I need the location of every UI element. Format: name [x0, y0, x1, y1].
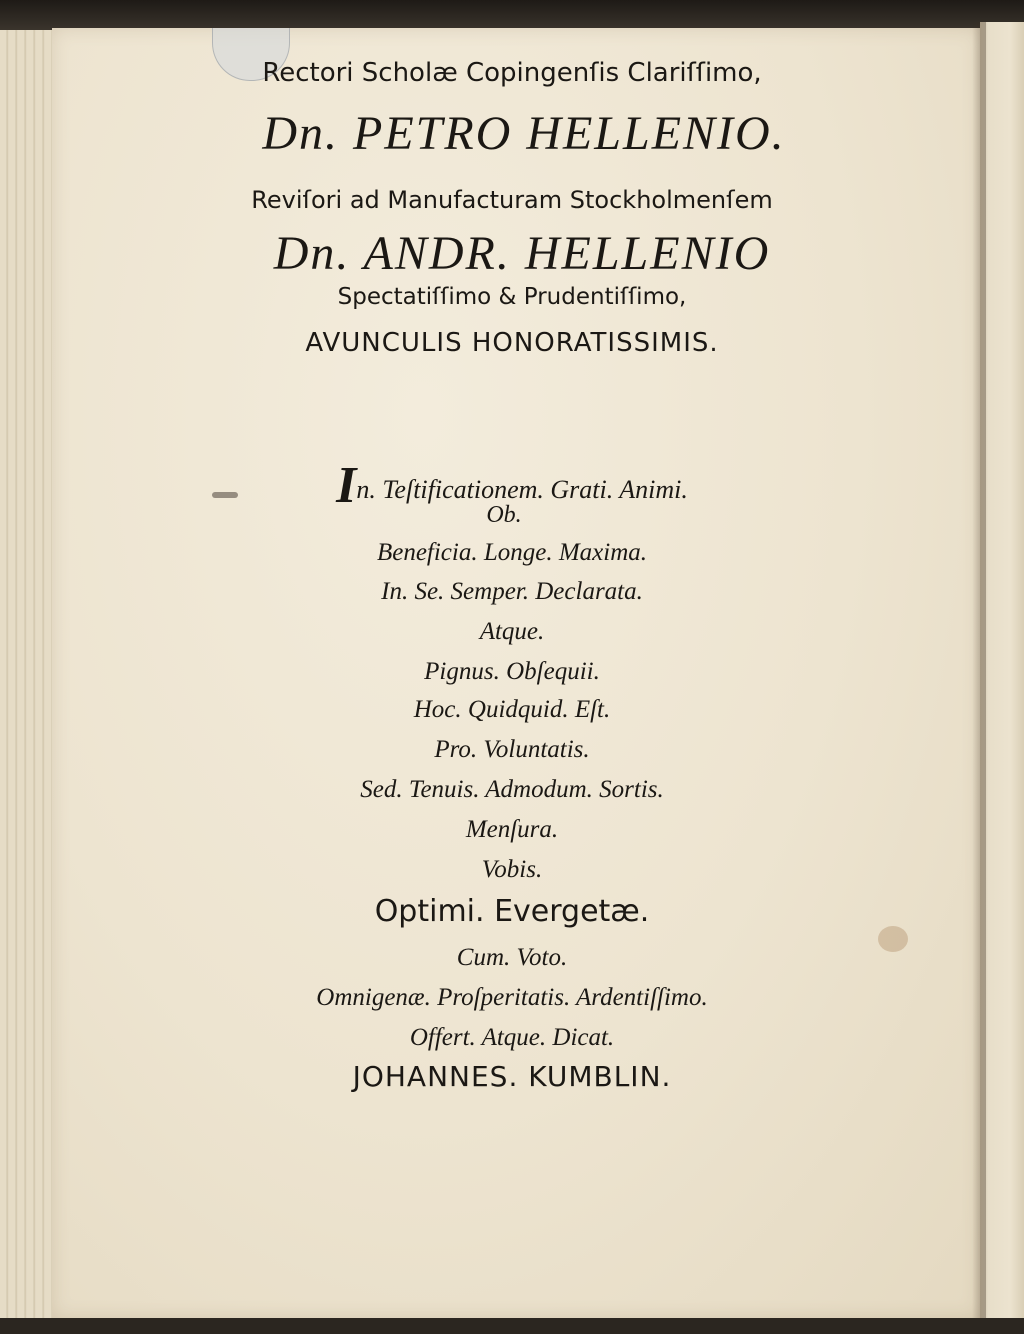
dedication-name-petro: Dn. PETRO HELLENIO. [262, 107, 786, 160]
inscription-line-8: Pro. Voluntatis. [434, 736, 590, 763]
inscription-line-4: In. Se. Semper. Declarata. [381, 578, 643, 605]
inscription-line-5: Atque. [479, 618, 545, 645]
book-bottom-edge [0, 1318, 1024, 1334]
dedication-line-6: AVUNCULIS HONORATISSIMIS. [305, 328, 719, 358]
inscription-line-9: Sed. Tenuis. Admodum. Sortis. [360, 776, 664, 803]
dedication-name-andr: Dn. ANDR. HELLENIO [273, 227, 771, 280]
inscription-line-12: Optimi. Evergetæ. [374, 894, 650, 929]
inscription-line-10: Menſura. [465, 816, 559, 843]
book-top-edge [0, 0, 1024, 30]
author-signature: JOHANNES. KUMBLIN. [352, 1060, 672, 1093]
inscription-line-13: Cum. Voto. [456, 944, 568, 971]
inscription-line-6: Pignus. Obſequii. [424, 658, 600, 685]
drop-cap: I [336, 457, 357, 514]
inscription-line-3: Beneficia. Longe. Maxima. [376, 539, 648, 566]
inscription-line-2: Ob. [486, 502, 522, 528]
inscription-line-11: Vobis. [481, 856, 543, 883]
dedication-line-5: Spectatiſſimo & Prudentiſſimo, [337, 284, 687, 310]
inscription-line-14: Omnigenæ. Proſperitatis. Ardentiſſimo. [316, 984, 708, 1011]
dedication-line-1: Rectori Scholæ Copingenſis Clariſſimo, [262, 58, 762, 88]
dedication-line-3: Reviſori ad Manufacturam Stockholmenſem [251, 186, 773, 214]
inscription-line-1-text: n. Teſtificationem. Grati. Animi. [356, 475, 688, 504]
inscription-line-15: Offert. Atque. Dicat. [409, 1024, 615, 1051]
inscription-line-7: Hoc. Quidquid. Eſt. [413, 696, 611, 723]
